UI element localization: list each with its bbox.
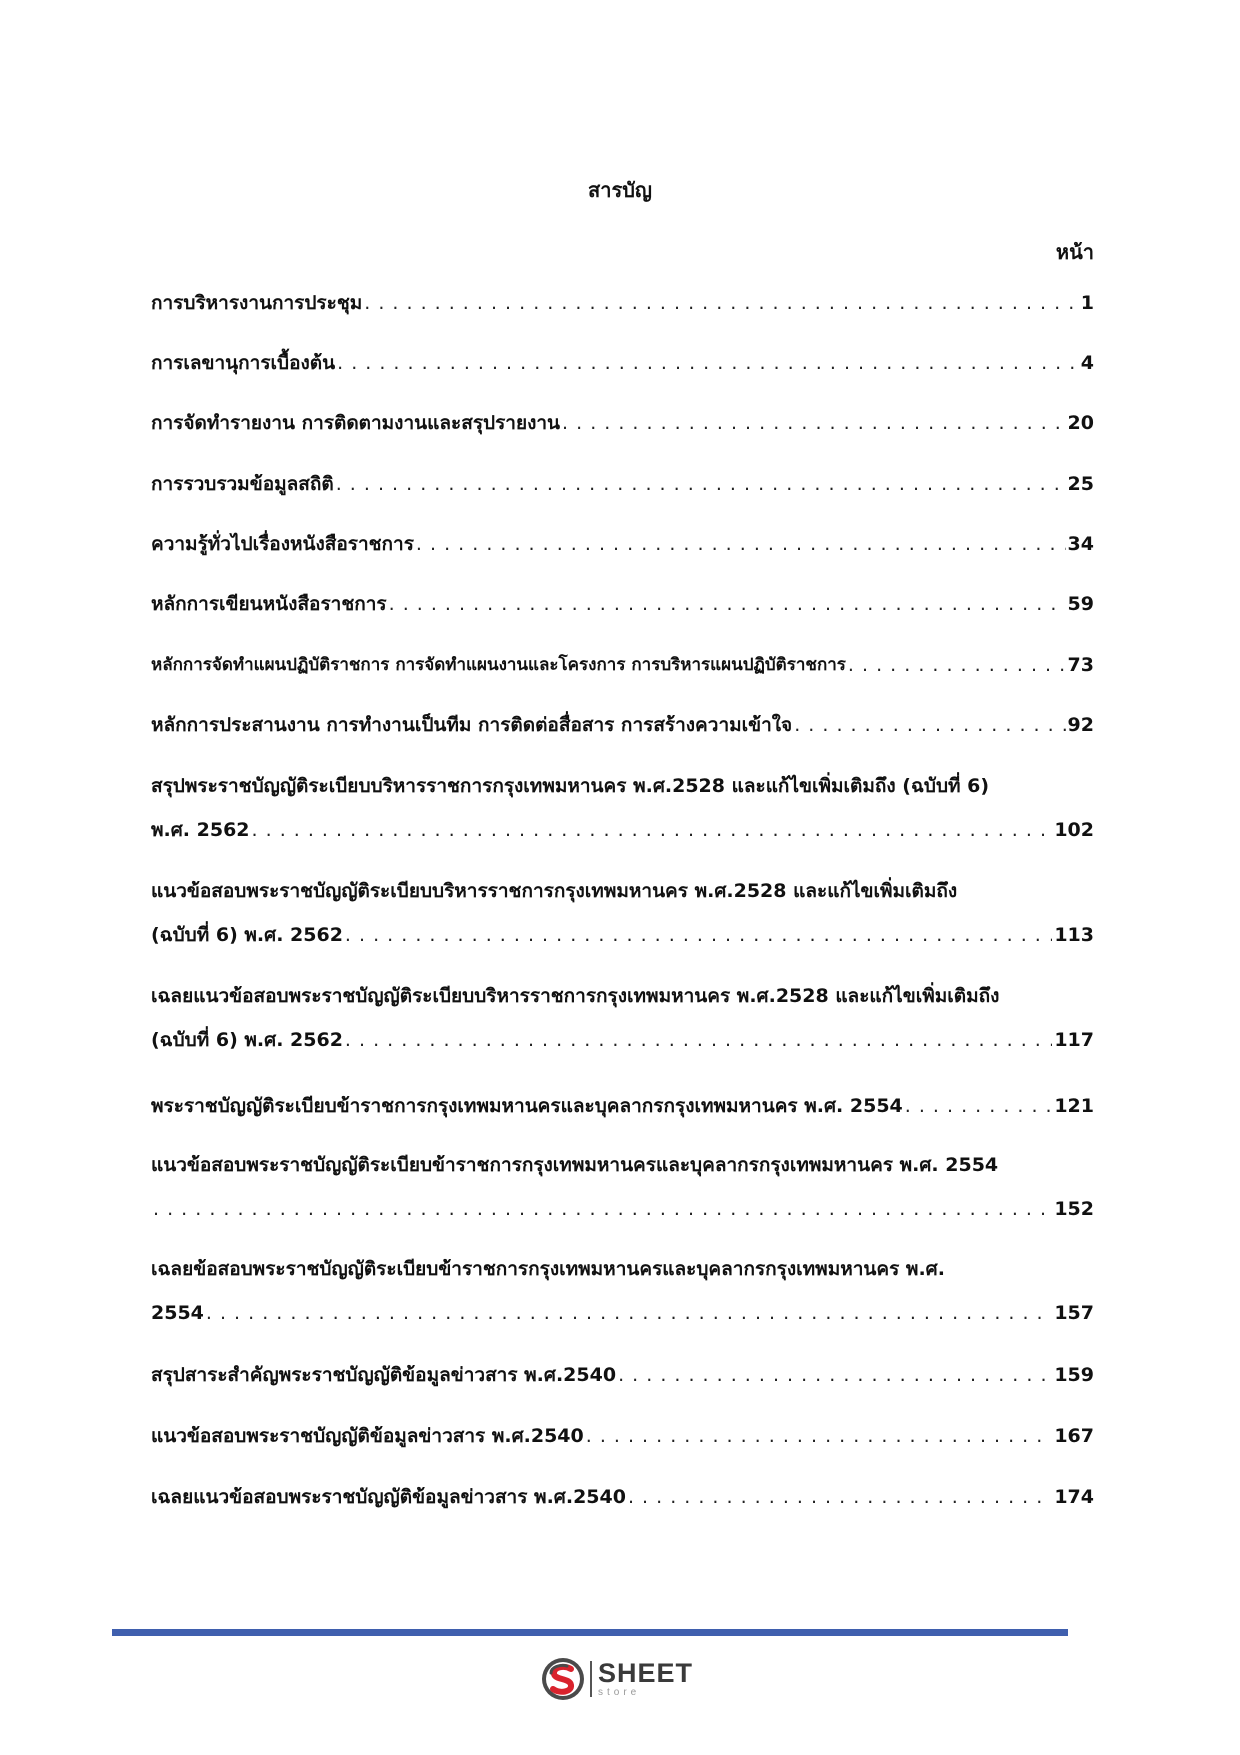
toc-entry-page: 1 — [1080, 292, 1094, 314]
toc-entry-title: เฉลยแนวข้อสอบพระราชบัญญัติข้อมูลข่าวสาร พ.ศ.2540 — [151, 1486, 626, 1508]
toc-entry[interactable] — [151, 1362, 1094, 1388]
toc-entry-page: 157 — [1054, 1302, 1094, 1324]
toc-entry-title: การรวบรวมข้อมูลสถิติ — [151, 473, 334, 495]
toc-entry-title: แนวข้อสอบพระราชบัญญัติข้อมูลข่าวสาร พ.ศ.2540 — [151, 1425, 584, 1447]
toc-entry[interactable] — [151, 712, 1094, 738]
sheet-store-logo-icon — [540, 1656, 586, 1702]
toc-entry-title: ความรู้ทั่วไปเรื่องหนังสือราชการ — [151, 533, 414, 555]
toc-entry-page: 20 — [1067, 412, 1094, 434]
toc-leader-dots — [618, 1362, 1052, 1388]
logo-subtext: store — [598, 1687, 641, 1698]
toc-entry-title: หลักการเขียนหนังสือราชการ — [151, 593, 387, 615]
toc-entry-page: 152 — [1054, 1198, 1094, 1220]
toc-entry[interactable] — [151, 652, 1094, 678]
toc-entry[interactable] — [151, 591, 1094, 617]
toc-leader-dots — [905, 1093, 1053, 1119]
toc-entry[interactable] — [151, 878, 1094, 948]
toc-leader-dots — [586, 1423, 1053, 1449]
toc-entry[interactable] — [151, 983, 1094, 1053]
toc-leader-dots — [848, 652, 1066, 678]
toc-entry-title: 2554 — [151, 1302, 204, 1324]
toc-leader-dots — [252, 817, 1053, 843]
toc-entry[interactable] — [151, 350, 1094, 376]
toc-leader-dots — [337, 350, 1079, 376]
toc-entry[interactable] — [151, 1256, 1094, 1326]
logo-wordmark: SHEET — [598, 1658, 694, 1688]
toc-entry[interactable] — [151, 773, 1094, 843]
toc-leader-dots — [416, 531, 1066, 557]
toc-entry-title: (ฉบับที่ 6) พ.ศ. 2562 — [151, 924, 343, 946]
toc-entry-title: การบริหารงานการประชุม — [151, 292, 363, 314]
toc-leader-dots — [794, 712, 1065, 738]
toc-entry-page: 113 — [1054, 924, 1094, 946]
page-title: สารบัญ — [588, 178, 652, 202]
toc-entry-title: พ.ศ. 2562 — [151, 819, 250, 841]
toc-leader-dots — [562, 410, 1066, 436]
toc-entry[interactable] — [151, 1093, 1094, 1119]
toc-entry[interactable] — [151, 1484, 1094, 1510]
toc-entry-page: 159 — [1054, 1364, 1094, 1386]
toc-leader-dots — [364, 290, 1079, 316]
toc-entry-page: 92 — [1067, 714, 1094, 736]
toc-leader-dots — [206, 1300, 1052, 1326]
toc-entry[interactable] — [151, 290, 1094, 316]
toc-entry-title: การจัดทำรายงาน การติดตามงานและสรุปรายงาน — [151, 412, 561, 434]
toc-entry-title: หลักการประสานงาน การทำงานเป็นทีม การติดต่อสื่อสาร การสร้างความเข้าใจ — [151, 714, 793, 736]
toc-leader-dots — [336, 471, 1066, 497]
toc-entry-page: 102 — [1054, 819, 1094, 841]
toc-entry[interactable] — [151, 471, 1094, 497]
footer-rule — [112, 1629, 1068, 1636]
toc-entry[interactable] — [151, 531, 1094, 557]
toc-leader-dots — [345, 1027, 1052, 1053]
toc-entry-title-line1: เฉลยข้อสอบพระราชบัญญัติระเบียบข้าราชการกรุงเทพมหานครและบุคลากรกรุงเทพมหานคร พ.ศ. — [151, 1258, 945, 1280]
toc-entry-page: 4 — [1080, 352, 1094, 374]
page-column-header: หน้า — [1055, 240, 1094, 264]
toc-leader-dots — [345, 922, 1052, 948]
toc-entry-title: หลักการจัดทำแผนปฏิบัติราชการ การจัดทำแผนงานและโครงการ การบริหารแผนปฏิบัติราชการ — [151, 655, 846, 675]
toc-entry-title: สรุปสาระสำคัญพระราชบัญญัติข้อมูลข่าวสาร พ.ศ.2540 — [151, 1364, 617, 1386]
toc-entry-page: 121 — [1054, 1095, 1094, 1117]
toc-leader-dots — [389, 591, 1066, 617]
toc-entry-page: 59 — [1067, 593, 1094, 615]
sheet-store-logo — [540, 1655, 693, 1703]
toc-entry-page: 34 — [1067, 533, 1094, 555]
toc-entry-title: การเลขานุการเบื้องต้น — [151, 352, 336, 374]
toc-entry-title: (ฉบับที่ 6) พ.ศ. 2562 — [151, 1029, 343, 1051]
toc-entry-page: 25 — [1067, 473, 1094, 495]
toc-leader-dots — [628, 1484, 1052, 1510]
toc-entry-title-line1: แนวข้อสอบพระราชบัญญัติระเบียบบริหารราชการกรุงเทพมหานคร พ.ศ.2528 และแก้ไขเพิ่มเติมถึง — [151, 880, 958, 902]
toc-entry-title-line1: เฉลยแนวข้อสอบพระราชบัญญัติระเบียบบริหารราชการกรุงเทพมหานคร พ.ศ.2528 และแก้ไขเพิ่มเติมถึง — [151, 985, 1000, 1007]
toc-entry[interactable] — [151, 1423, 1094, 1449]
toc-entry-page: 174 — [1054, 1486, 1094, 1508]
toc-entry-page: 117 — [1054, 1029, 1094, 1051]
toc-entry-title-line1: แนวข้อสอบพระราชบัญญัติระเบียบข้าราชการกรุงเทพมหานครและบุคลากรกรุงเทพมหานคร พ.ศ. 2554 — [151, 1154, 999, 1176]
toc-entry-page: 73 — [1067, 654, 1094, 676]
toc-entry-page: 167 — [1054, 1425, 1094, 1447]
toc-entry[interactable] — [151, 410, 1094, 436]
toc-leader-dots — [153, 1196, 1052, 1222]
toc-entry[interactable] — [151, 1152, 1094, 1222]
toc-entry-title: พระราชบัญญัติระเบียบข้าราชการกรุงเทพมหานครและบุคลากรกรุงเทพมหานคร พ.ศ. 2554 — [151, 1095, 903, 1117]
toc-entry-title-line1: สรุปพระราชบัญญัติระเบียบบริหารราชการกรุงเทพมหานคร พ.ศ.2528 และแก้ไขเพิ่มเติมถึง (ฉบับที่ 6) — [151, 775, 990, 797]
logo-divider — [590, 1661, 592, 1697]
